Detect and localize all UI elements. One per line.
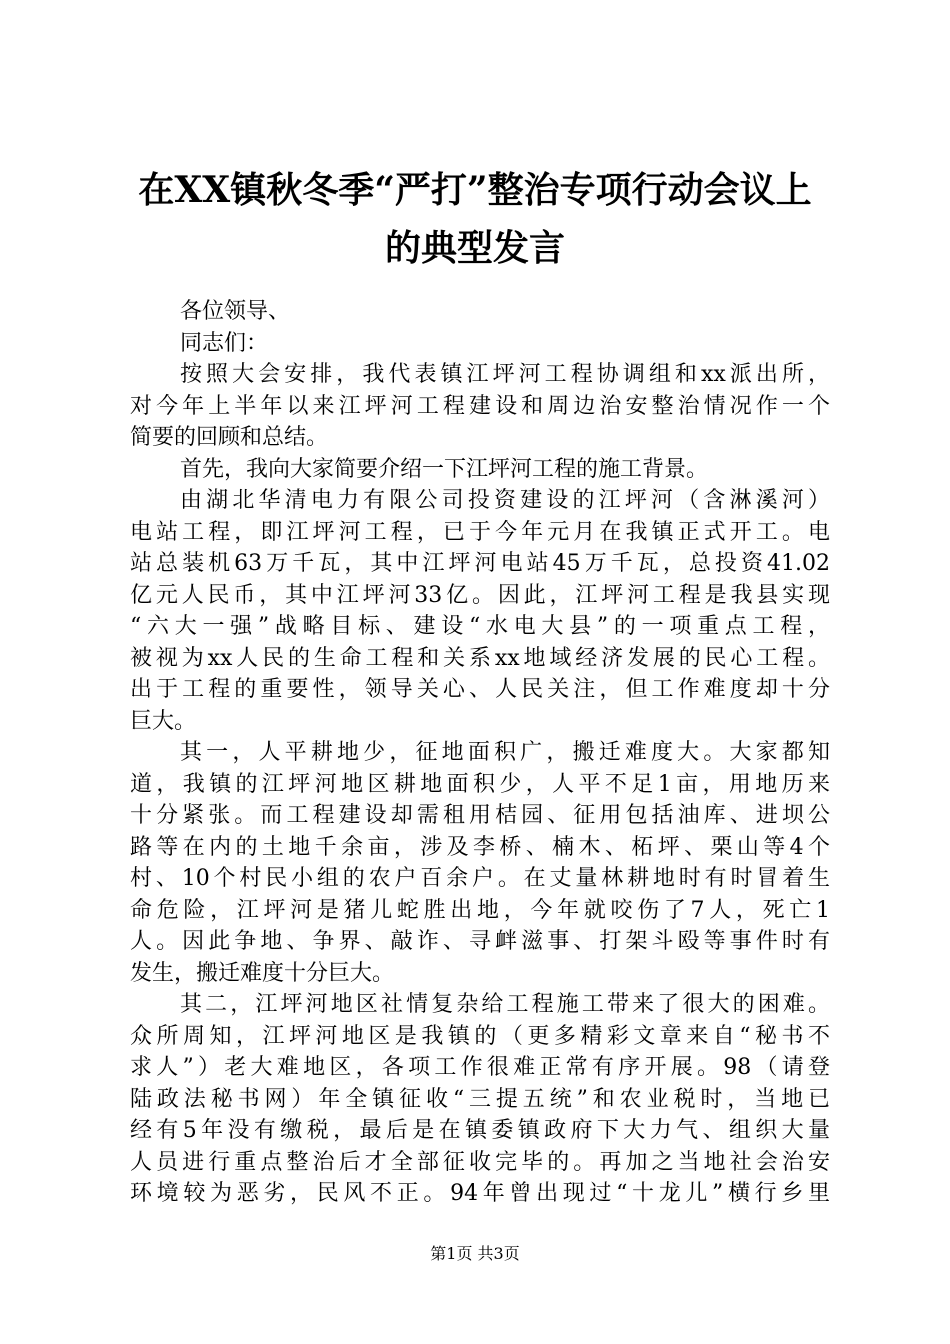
salutation-line: 同志们： [180, 330, 269, 356]
body-line: 首先，我向大家简要介绍一下江坪河工程的施工背景。 [180, 456, 709, 482]
body-line: 十分紧张。而工程建设却需租用桔园、征用包括油库、进坝公 [130, 803, 830, 828]
page-footer: 第1页 共3页 [430, 1244, 520, 1263]
body-line: 环境较为恶劣，民风不正。94年曾出现过“十龙儿”横行乡里 [130, 1181, 830, 1206]
document-title-line-2: 的典型发言 [384, 227, 565, 269]
body-line: 求人”）老大难地区，各项工作很难正常有序开展。98（请登 [130, 1055, 830, 1080]
body-line: 由湖北华清电力有限公司投资建设的江坪河（含淋溪河） [180, 488, 830, 513]
body-line: 命危险，江坪河是猪儿蛇胜出地，今年就咬伤了7人，死亡1 [130, 897, 830, 923]
body-line: 巨大。 [130, 708, 197, 734]
body-line: 村、10个村民小组的农户百余户。在丈量林耕地时有时冒着生 [130, 866, 830, 891]
body-line: “六大一强”战略目标、建设“水电大县”的一项重点工程， [130, 614, 830, 639]
document-body [130, 296, 830, 1210]
document-title-line-1: 在XX镇秋冬季“严打”整治专项行动会议上 [138, 169, 812, 211]
body-line: 人。因此争地、争界、敲诈、寻衅滋事、打架斗殴等事件时有 [130, 929, 830, 954]
body-line: 陆政法秘书网）年全镇征收“三提五统”和农业税时，当地已 [130, 1086, 830, 1112]
body-line: 经有5年没有缴税，最后是在镇委镇政府下大力气、组织大量 [130, 1118, 830, 1143]
body-line: 电站工程，即江坪河工程，已于今年元月在我镇正式开工。电 [130, 519, 830, 545]
body-line: 人员进行重点整治后才全部征收完毕的。再加之当地社会治安 [130, 1149, 830, 1175]
body-line: 其二，江坪河地区社情复杂给工程施工带来了很大的困难。 [180, 992, 830, 1017]
body-line: 出于工程的重要性，领导关心、人民关注，但工作难度却十分 [130, 677, 830, 702]
body-line: 道，我镇的江坪河地区耕地面积少，人平不足1亩，用地历来 [130, 771, 830, 797]
body-line: 亿元人民币，其中江坪河33亿。因此，江坪河工程是我县实现 [130, 582, 830, 608]
body-line: 众所周知，江坪河地区是我镇的（更多精彩文章来自“秘书不 [130, 1023, 830, 1049]
body-line: 简要的回顾和总结。 [130, 425, 329, 450]
salutation-line: 各位领导、 [180, 299, 291, 324]
body-line: 站总装机63万千瓦，其中江坪河电站45万千瓦，总投资41.02 [130, 551, 830, 576]
body-line: 对今年上半年以来江坪河工程建设和周边治安整治情况作一个 [130, 393, 830, 419]
body-line: 其一，人平耕地少，征地面积广，搬迁难度大。大家都知 [180, 740, 830, 765]
body-line: 路等在内的土地千余亩，涉及李桥、楠木、柘坪、栗山等4个 [130, 834, 830, 860]
body-line: 发生，搬迁难度十分巨大。 [130, 960, 395, 986]
body-line: 按照大会安排，我代表镇江坪河工程协调组和xx派出所， [180, 362, 830, 387]
body-line: 被视为xx人民的生命工程和关系xx地域经济发展的民心工程。 [130, 645, 830, 671]
